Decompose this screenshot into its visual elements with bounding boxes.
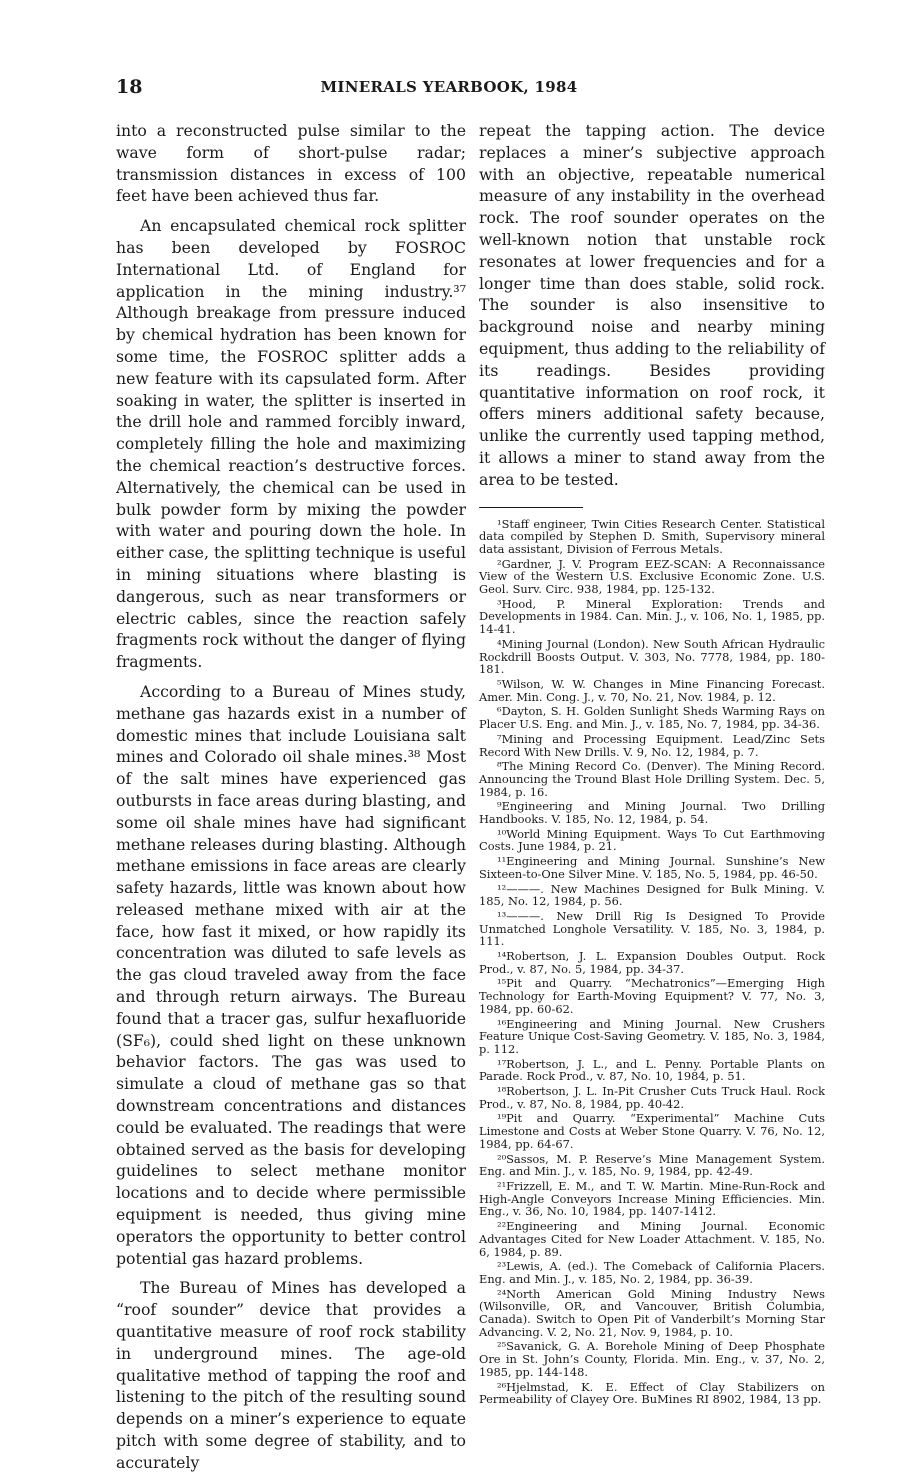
footnote: ²⁶Hjelmstad, K. E. Effect of Clay Stabilizers on Permeability of Clayey Ore. BuMines RI 8902, 1984, 13 pp. bbox=[479, 1379, 825, 1407]
footnote-divider bbox=[479, 507, 583, 508]
footnote: ¹¹Engineering and Mining Journal. Sunshine’s New Sixteen-to-One Silver Mine. V. 185, No. 5, 1984, pp. 46-50. bbox=[479, 854, 825, 881]
footnote: ⁴Mining Journal (London). New South African Hydraulic Rockdrill Boosts Output. V. 303, No. 7778, 1984, pp. 180-181. bbox=[479, 636, 825, 677]
left-column bbox=[116, 120, 466, 1482]
footnote: ¹⁰World Mining Equipment. Ways To Cut Earthmoving Costs. June 1984, p. 21. bbox=[479, 826, 825, 854]
footnote-list bbox=[479, 518, 825, 1406]
footnote: ⁸The Mining Record Co. (Denver). The Mining Record. Announcing the Tround Blast Hole Drilling System. Dec. 5, 1984, p. 16. bbox=[479, 759, 825, 799]
footnote: ⁶Dayton, S. H. Golden Sunlight Sheds Warming Rays on Placer U.S. Eng. and Min. J., v. 185, No. 7, 1984, pp. 34-36. bbox=[479, 704, 825, 732]
footnote: ¹²———. New Machines Designed for Bulk Mining. V. 185, No. 12, 1984, p. 56. bbox=[479, 881, 825, 909]
footnote: ¹³———. New Drill Rig Is Designed To Provide Unmatched Longhole Versatility. V. 185, No. 3, 1984, p. 111. bbox=[479, 908, 825, 949]
footnote: ²¹Frizzell, E. M., and T. W. Martin. Mine-Run-Rock and High-Angle Conveyors Increase Mining Efficiencies. Min. Eng., v. 36, No. 10, 1984, pp. 1407-1412. bbox=[479, 1179, 825, 1219]
footnote: ³Hood, P. Mineral Exploration: Trends and Developments in 1984. Can. Min. J., v. 106, No. 1, 1985, pp. 14-41. bbox=[479, 596, 825, 637]
footnote: ⁵Wilson, W. W. Changes in Mine Financing Forecast. Amer. Min. Cong. J., v. 70, No. 21, Nov. 1984, p. 12. bbox=[479, 676, 825, 704]
footnote: ¹⁷Robertson, J. L., and L. Penny. Portable Plants on Parade. Rock Prod., v. 87, No. 10, 1984, p. 51. bbox=[479, 1056, 825, 1084]
footnote: ²²Engineering and Mining Journal. Economic Advantages Cited for New Loader Attachment. V. 185, No. 6, 1984, p. 89. bbox=[479, 1219, 825, 1259]
footnote: ⁷Mining and Processing Equipment. Lead/Zinc Sets Record With New Drills. V. 9, No. 12, 1984, p. 7. bbox=[479, 731, 825, 759]
page-header bbox=[0, 76, 898, 100]
footnote: ¹⁹Pit and Quarry. “Experimental” Machine Cuts Limestone and Costs at Weber Stone Quarry. V. 76, No. 12, 1984, pp. 64-67. bbox=[479, 1111, 825, 1151]
footnote: ¹⁸Robertson, J. L. In-Pit Crusher Cuts Truck Haul. Rock Prod., v. 87, No. 8, 1984, pp. 40-42. bbox=[479, 1084, 825, 1111]
page-number: 18 bbox=[116, 76, 143, 98]
right-column bbox=[479, 120, 825, 1408]
body-paragraph: into a reconstructed pulse similar to the wave form of short-pulse radar; transmission distances in excess of 100 feet have been achieved thus far. bbox=[116, 121, 466, 206]
footnote: ¹Staff engineer, Twin Cities Research Center. Statistical data compiled by Stephen D. Smith, Supervisory mineral data assistant, Division of Ferrous Metals. bbox=[479, 516, 825, 556]
footnote: ²⁵Savanick, G. A. Borehole Mining of Deep Phosphate Ore in St. John’s County, Florida. Min. Eng., v. 37, No. 2, 1985, pp. 144-148. bbox=[479, 1339, 825, 1379]
footnote: ¹⁶Engineering and Mining Journal. New Crushers Feature Unique Cost-Saving Geometry. V. 185, No. 3, 1984, p. 112. bbox=[479, 1016, 825, 1056]
footnote: ²³Lewis, A. (ed.). The Comeback of California Placers. Eng. and Min. J., v. 185, No. 2, 1984, pp. 36-39. bbox=[479, 1259, 825, 1286]
footnote: ¹⁴Robertson, J. L. Expansion Doubles Output. Rock Prod., v. 87, No. 5, 1984, pp. 34-37. bbox=[479, 949, 825, 976]
footnote: ²Gardner, J. V. Program EEZ-SCAN: A Reconnaissance View of the Western U.S. Exclusive Economic Zone. U.S. Geol. Surv. Circ. 938, 1984, pp. 125-132. bbox=[479, 556, 825, 597]
running-title: MINERALS YEARBOOK, 1984 bbox=[320, 78, 578, 96]
body-paragraph: An encapsulated chemical rock splitter has been developed by FOSROC International Ltd. of England for application in the mining industry.³⁷ Although breakage from pressure induced by chemical hydration has been known for some time, the FOSROC splitter adds a new feature with its capsulated form. After soaking in water, the splitter is inserted in the drill hole and rammed forcibly inward, completely filling the hole and maximizing the chemical reaction’s destructive forces. Alternatively, the chemical can be used in bulk powder form by mixing the powder with water and pouring down the hole. In either case, the splitting technique is useful in mining situations where blasting is dangerous, such as near transformers or electric cables, since the reaction safely fragments rock without the danger of flying fragments. bbox=[116, 216, 466, 672]
footnote: ⁹Engineering and Mining Journal. Two Drilling Handbooks. V. 185, No. 12, 1984, p. 54. bbox=[479, 799, 825, 827]
body-paragraph: According to a Bureau of Mines study, methane gas hazards exist in a number of domestic mines that include Louisiana salt mines and Colorado oil shale mines.³⁸ Most of the salt mines have experienced gas outbursts in face areas during blasting, and some oil shale mines have had significant methane releases during blasting. Although methane emissions in face areas are clearly safety hazards, little was known about how released methane mixed with air at the face, how fast it mixed, or how rapidly its concentration was diluted to safe levels as the gas cloud traveled away from the face and through return airways. The Bureau found that a tracer gas, sulfur hexafluoride (SF₆), could shed light on these unknown behavior factors. The gas was used to simulate a cloud of methane gas so that downstream concentrations and distances could be evaluated. The readings that were obtained served as the basis for developing guidelines to select methane monitor locations and to decide where permissible equipment is needed, thus giving mine operators the opportunity to better control potential gas hazard problems. bbox=[116, 681, 466, 1268]
body-paragraph: repeat the tapping action. The device replaces a miner’s subjective approach with an objective, repeatable numerical measure of any instability in the overhead rock. The roof sounder operates on the well-known notion that unstable rock resonates at lower frequencies and for a longer time than does stable, solid rock. The sounder is also insensitive to background noise and nearby mining equipment, thus adding to the reliability of its readings. Besides providing quantitative information on roof rock, it offers miners additional safety because, unlike the currently used tapping method, it allows a miner to stand away from the area to be tested. bbox=[479, 121, 825, 489]
footnote: ²⁰Sassos, M. P. Reserve’s Mine Management System. Eng. and Min. J., v. 185, No. 9, 1984, pp. 42-49. bbox=[479, 1151, 825, 1179]
body-paragraph: The Bureau of Mines has developed a “roof sounder” device that provides a quantitative measure of roof rock stability in underground mines. The age-old qualitative method of tapping the roof and listening to the pitch of the resulting sound depends on a miner’s experience to equate pitch with some degree of stability, and to accurately bbox=[116, 1278, 466, 1472]
footnote: ¹⁵Pit and Quarry. “Mechatronics”—Emerging High Technology for Earth-Moving Equipment? V. 77, No. 3, 1984, pp. 60-62. bbox=[479, 976, 825, 1016]
footnote: ²⁴North American Gold Mining Industry News (Wilsonville, OR, and Vancouver, British Columbia, Canada). Switch to Open Pit of Vanderbilt’s Morning Star Advancing. V. 2, No. 21, Nov. 9, 1984, p. 10. bbox=[479, 1286, 825, 1339]
